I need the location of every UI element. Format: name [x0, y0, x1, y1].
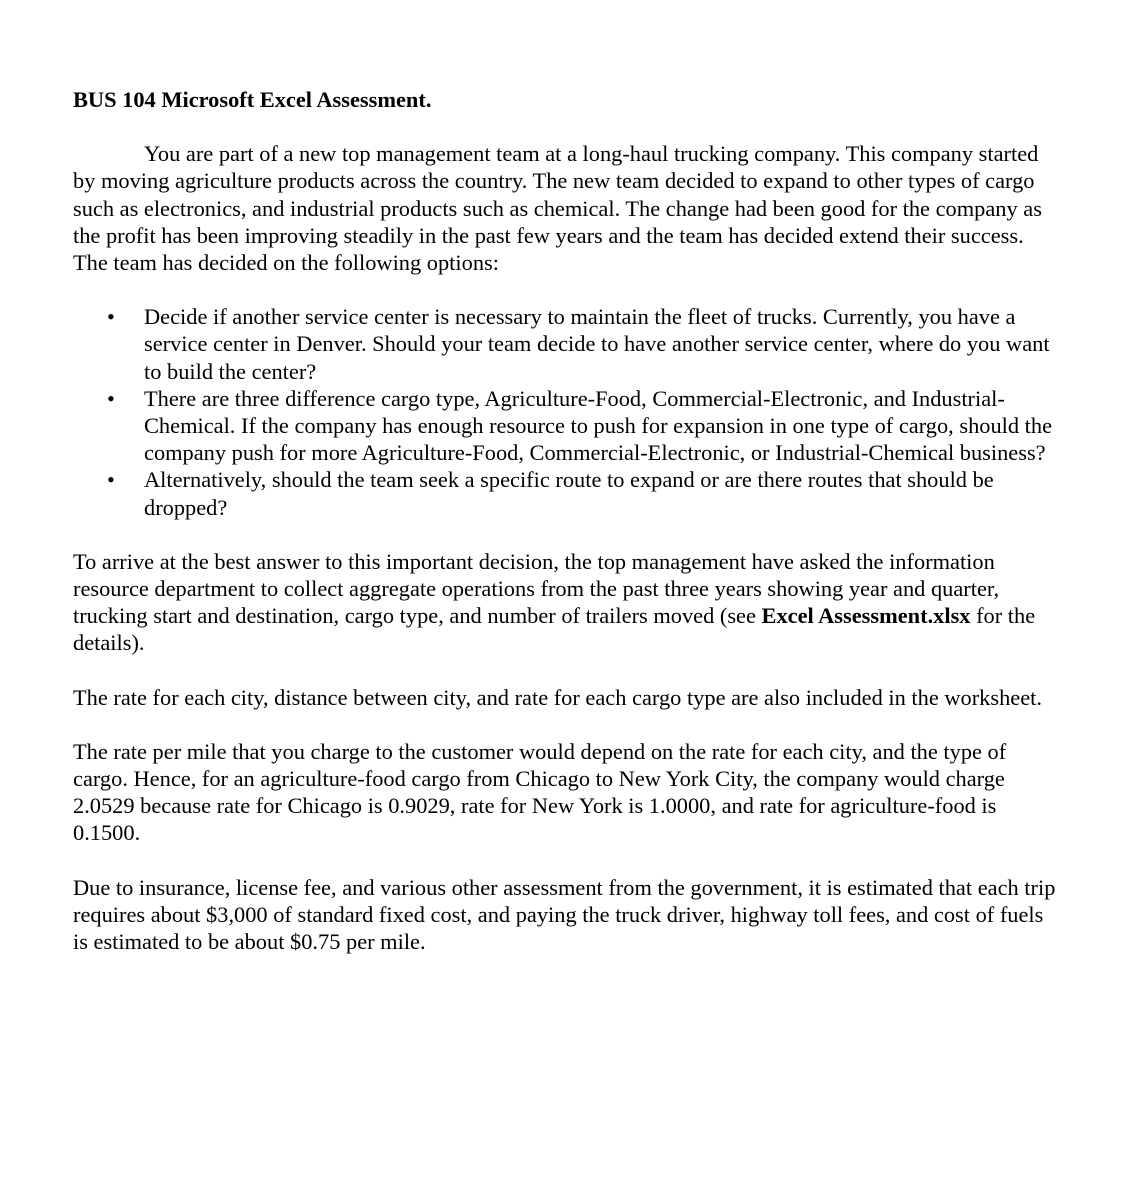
bullet-icon: • [107, 385, 115, 411]
option-text: There are three difference cargo type, Agriculture-Food, Commercial-Electronic, and Industrial-Chemical. If the company has enough resource to push for expansion in one type of cargo, should the company push for more Agriculture-Food, Commercial-Electronic, or Industrial-Chemical business? [144, 385, 1053, 466]
bullet-icon: • [107, 304, 115, 330]
rates-paragraph: The rate for each city, distance between city, and rate for each cargo type are also included in the worksheet. [73, 684, 1042, 710]
bullet-icon: • [107, 467, 115, 493]
option-item-cargo-type [73, 385, 1063, 467]
excel-file-name: Excel Assessment.xlsx [761, 603, 971, 629]
document-title: BUS 104 Microsoft Excel Assessment. [73, 87, 432, 112]
option-item-routes [73, 466, 1063, 520]
option-text: Alternatively, should the team seek a specific route to expand or are there routes that should be dropped? [144, 467, 994, 520]
option-item-service-center [73, 303, 1063, 385]
intro-paragraph: You are part of a new top management team at a long-haul trucking company. This company started by moving agriculture products across the country. The new team decided to expand to other types of cargo such as electronics, and industrial products such as chemical. The change had been good for the company as the profit has been improving steadily in the past few years and the team has decided extend their success. The team has decided on the following options: [73, 141, 1042, 276]
data-paragraph-suffix: for the details). [73, 603, 1036, 656]
data-paragraph-text: To arrive at the best answer to this important decision, the top management have asked the information resource department to collect aggregate operations from the past three years showing year and quarter, trucking start and destination, cargo type, and number of trailers moved (see [73, 548, 1000, 629]
document-page [73, 86, 1063, 982]
option-text: Decide if another service center is necessary to maintain the fleet of trucks. Currently, you have a service center in Denver. Should your team decide to have another service center, where do you want to build the center? [144, 304, 1050, 384]
options-list [73, 303, 1063, 521]
data-paragraph [73, 548, 1063, 657]
rate-example-paragraph: The rate per mile that you charge to the customer would depend on the rate for each city, and the type of cargo. Hence, for an agriculture-food cargo from Chicago to New York City, the company would charge 2.0529 because rate for Chicago is 0.9029, rate for New York is 1.0000, and rate for agriculture-food is 0.1500. [73, 738, 1007, 846]
cost-paragraph: Due to insurance, license fee, and various other assessment from the government, it is estimated that each trip requires about $3,000 of standard fixed cost, and paying the truck driver, highway toll fees, and cost of fuels is estimated to be about $0.75 per mile. [73, 874, 1056, 955]
